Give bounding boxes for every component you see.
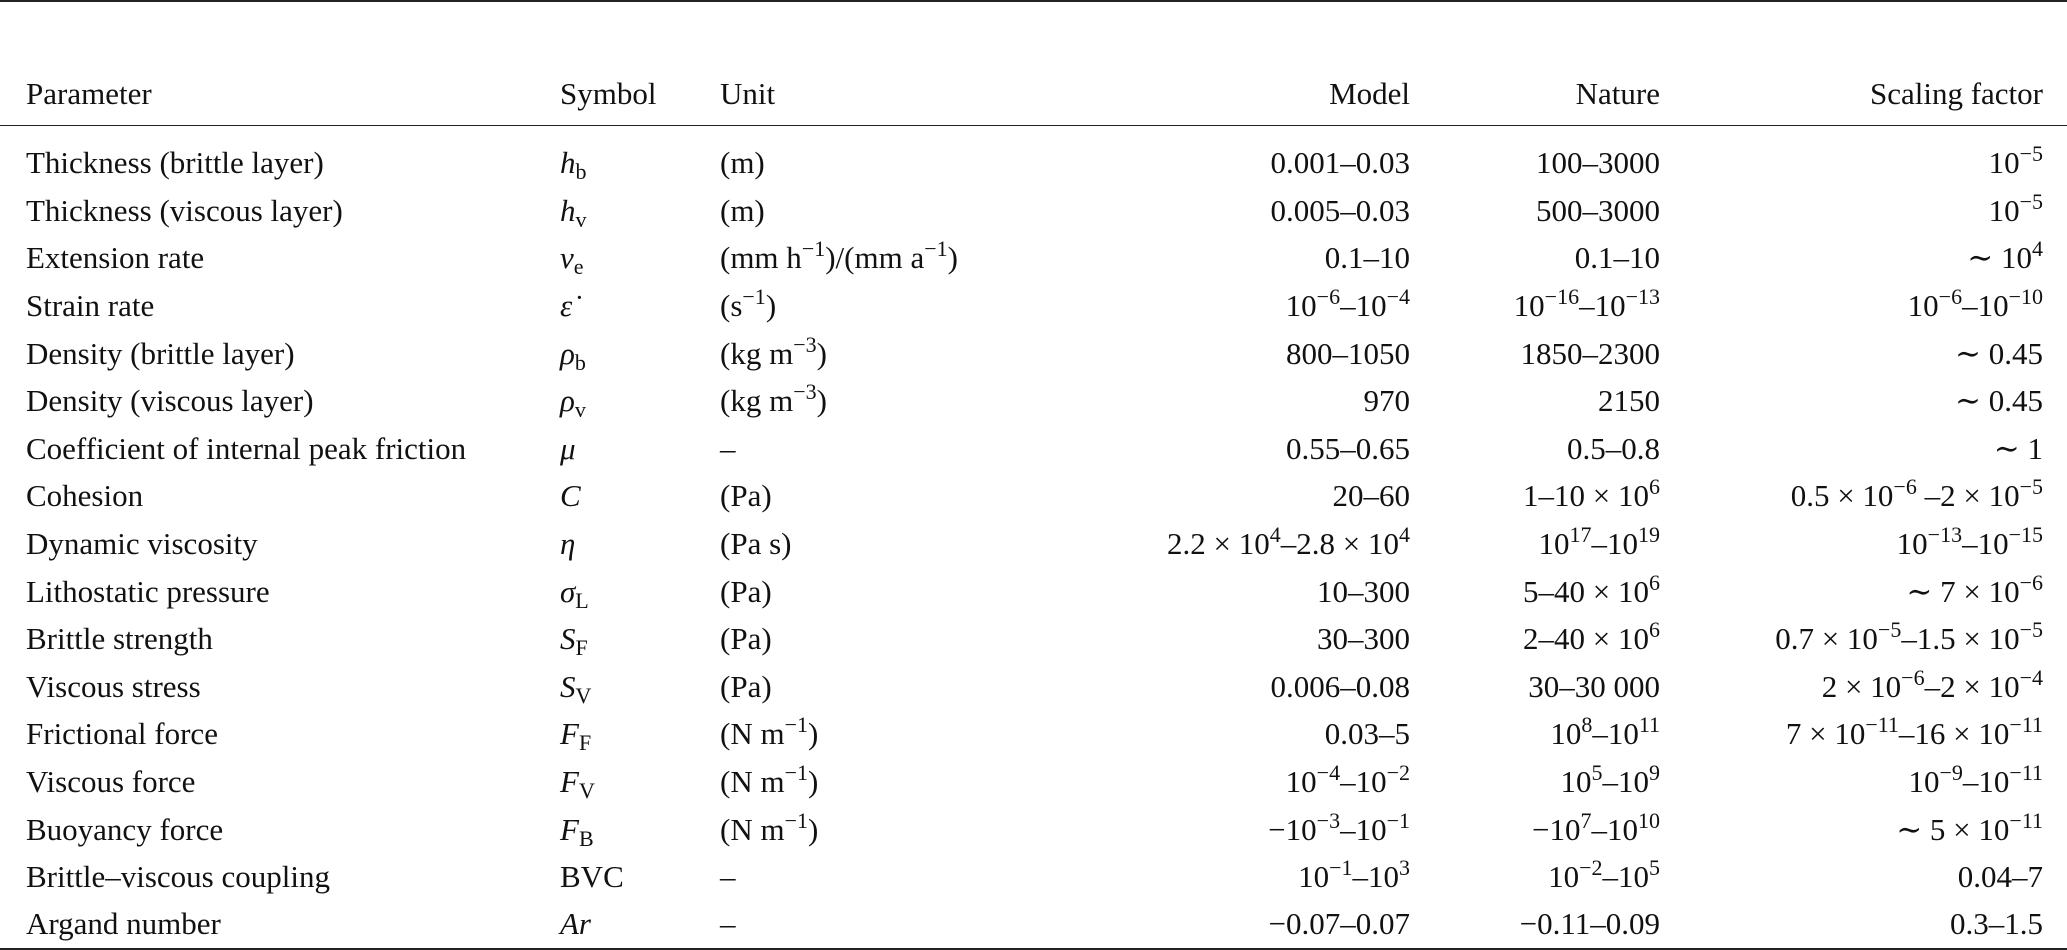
unit-cell: (N $m^{-1}$) (720, 807, 819, 847)
table-row (0, 282, 2067, 330)
unit-cell: (Pa) (720, 621, 772, 657)
model-cell: $10^{-6}-10^{-4}$ (1285, 284, 1410, 324)
symbol-cell: $v_e$ (560, 240, 584, 280)
scaling-cell: ∼ $10^4$ (1967, 236, 2043, 276)
table-row (0, 330, 2067, 378)
parameter-cell: Coefficient of internal peak friction (26, 430, 467, 466)
nature-cell: 100–3000 (1536, 145, 1660, 181)
symbol-cell: η (560, 526, 576, 562)
parameter-cell: Extension rate (26, 240, 205, 276)
parameter-cell: Dynamic viscosity (26, 526, 258, 562)
model-cell: −0.07–0.07 (1010, 901, 1410, 949)
header-row (0, 63, 2067, 125)
nature-cell: $10^5-10^9$ (1560, 760, 1660, 800)
symbol-cell: ε̇ (560, 288, 573, 324)
parameter-cell: Frictional force (26, 716, 218, 752)
unit-cell: (kg $m^{-3}$) (720, 331, 827, 371)
header-symbol: Symbol (560, 63, 720, 125)
parameter-cell: Density (brittle layer) (26, 335, 295, 371)
nature-cell: $10^{-2}-10^5$ (1548, 855, 1660, 895)
parameter-cell: Brittle–viscous coupling (26, 859, 330, 895)
header-scaling-factor: Scaling factor (1660, 63, 2067, 125)
symbol-cell: $\sigma_L$ (560, 573, 589, 613)
parameter-cell: Density (viscous layer) (26, 383, 314, 419)
nature-cell: 2150 (1598, 383, 1660, 419)
table-row (0, 663, 2067, 711)
table-row (0, 568, 2067, 616)
parameter-cell: Lithostatic pressure (26, 573, 270, 609)
table-row (0, 806, 2067, 854)
model-cell: 30–300 (1317, 621, 1410, 657)
symbol-cell: μ (560, 430, 576, 466)
model-cell: $2.2 \times 10^4-2.8 \times 10^4$ (1167, 522, 1410, 562)
model-cell: 970 (1363, 383, 1410, 419)
symbol-cell: $S_F$ (560, 621, 588, 661)
scaling-cell: $2 \times 10^{-6}-2 \times 10^{-4}$ (1821, 664, 2043, 704)
symbol-cell: $\rho_b$ (560, 335, 586, 375)
nature-cell: 500–3000 (1536, 192, 1660, 228)
parameter-cell: Viscous force (26, 764, 196, 800)
symbol-cell: $h_b$ (560, 145, 587, 185)
table-row (0, 615, 2067, 663)
model-cell: 0.006–0.08 (1270, 668, 1410, 704)
unit-cell: – (720, 859, 736, 895)
table-row (0, 711, 2067, 759)
symbol-cell: $h_v$ (560, 192, 587, 232)
model-cell: 0.55–0.65 (1286, 430, 1410, 466)
model-cell: 0.03–5 (1324, 716, 1410, 752)
model-cell: 20–60 (1332, 478, 1410, 514)
model-cell: 0.001–0.03 (1270, 145, 1410, 181)
symbol-cell: BVC (560, 859, 624, 895)
nature-cell: $2-40 \times 10^6$ (1523, 617, 1660, 657)
table-row (0, 520, 2067, 568)
table-row (0, 473, 2067, 521)
header-nature: Nature (1410, 63, 1660, 125)
parameter-cell: Cohesion (26, 478, 144, 514)
symbol-cell: Ar (560, 901, 720, 949)
unit-cell: (Pa) (720, 668, 772, 704)
nature-cell: $1-10 \times 10^6$ (1523, 474, 1660, 514)
header-model: Model (1010, 63, 1410, 125)
unit-cell: (Pa s) (720, 526, 792, 562)
table-row (0, 140, 2067, 188)
scaling-cell: $10^{-9}-10^{-11}$ (1908, 760, 2043, 800)
unit-cell: (kg $m^{-3}$) (720, 379, 827, 419)
scaling-cell: $10^{-13}-10^{-15}$ (1896, 522, 2043, 562)
symbol-cell: $\rho_v$ (560, 383, 586, 423)
nature-cell: 0.5–0.8 (1567, 430, 1660, 466)
nature-cell: 0.1–10 (1574, 240, 1660, 276)
table-row (0, 901, 2067, 949)
nature-cell: $5-40 \times 10^6$ (1523, 569, 1660, 609)
model-cell: 10–300 (1317, 573, 1410, 609)
unit-cell: (m) (720, 192, 765, 228)
nature-cell: 1850–2300 (1520, 335, 1660, 371)
unit-cell: (mm $h^{-1})/(mm$ $a^{-1}$) (720, 236, 958, 276)
header-parameter: Parameter (0, 63, 560, 125)
scaling-cell: 0.3–1.5 (1660, 901, 2067, 949)
scaling-cell: ∼ 1 (1993, 430, 2043, 466)
model-cell: 0.005–0.03 (1270, 192, 1410, 228)
scaling-cell: $0.7 \times 10^{-5}-1.5 \times 10^{-5}$ (1775, 617, 2043, 657)
unit-cell: (N $m^{-1}$) (720, 760, 819, 800)
symbol-cell: $F_V$ (560, 764, 595, 804)
parameter-cell: Viscous stress (26, 668, 201, 704)
unit-cell: $(s^{-1})$ (720, 284, 777, 324)
nature-cell: $10^{-16}-10^{-13}$ (1513, 284, 1660, 324)
scaling-cell: $10^{-5}$ (1988, 141, 2043, 181)
scaling-cell: $7 \times 10^{-11}-16 \times 10^{-11}$ (1785, 712, 2043, 752)
scaling-cell: $10^{-5}$ (1988, 188, 2043, 228)
parameter-cell: Argand number (0, 901, 560, 949)
nature-cell: $-10^7-10^{10}$ (1532, 807, 1660, 847)
nature-cell: 30–30 000 (1528, 668, 1660, 704)
scaling-cell: $10^{-6}-10^{-10}$ (1907, 284, 2043, 324)
top-rule (0, 1, 2067, 63)
parameter-cell: Strain rate (26, 288, 155, 324)
table-row (0, 425, 2067, 473)
parameter-cell: Buoyancy force (26, 811, 224, 847)
table-row (0, 377, 2067, 425)
scaling-cell: ∼ $5 \times 10^{-11}$ (1896, 807, 2043, 847)
scaling-cell: ∼ 0.45 (1955, 335, 2043, 371)
model-cell: 800–1050 (1286, 335, 1410, 371)
header-unit: Unit (720, 63, 1010, 125)
nature-cell: $10^{17}-10^{19}$ (1538, 522, 1660, 562)
parameter-cell: Thickness (brittle layer) (26, 145, 324, 181)
scaling-cell: ∼ 0.45 (1955, 383, 2043, 419)
unit-cell: (N $m^{-1}$) (720, 712, 819, 752)
unit-cell: (Pa) (720, 478, 772, 514)
model-cell: $10^{-4}-10^{-2}$ (1285, 760, 1410, 800)
table-row (0, 187, 2067, 235)
symbol-cell: $F_F$ (560, 716, 592, 756)
scaling-cell: $0.5 \times 10^{-6}$ $-2 \times 10^{-5}$ (1790, 474, 2043, 514)
scaling-cell: ∼ $7 \times 10^{-6}$ (1906, 569, 2043, 609)
symbol-cell: $F_B$ (560, 811, 594, 851)
symbol-cell: C (560, 478, 581, 514)
table-row (0, 235, 2067, 283)
unit-cell: – (720, 430, 736, 466)
parameter-cell: Thickness (viscous layer) (26, 192, 343, 228)
table-row (0, 758, 2067, 806)
unit-cell: (m) (720, 145, 765, 181)
nature-cell: −0.11–0.09 (1410, 901, 1660, 949)
unit-cell: (Pa) (720, 573, 772, 609)
symbol-cell: $S_V$ (560, 668, 592, 708)
model-cell: 0.1–10 (1324, 240, 1410, 276)
scaling-cell: 0.04–7 (1957, 859, 2043, 895)
model-cell: $10^{-1}-10^3$ (1298, 855, 1410, 895)
model-cell: $-10^{-3}-10^{-1}$ (1268, 807, 1410, 847)
unit-cell: – (720, 901, 1010, 949)
nature-cell: $10^8-10^{11}$ (1550, 712, 1660, 752)
parameter-cell: Brittle strength (26, 621, 213, 657)
